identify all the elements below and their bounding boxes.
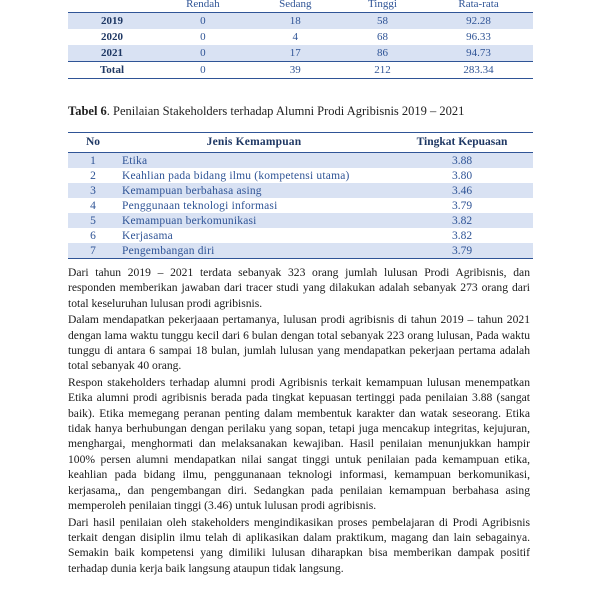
table-5	[68, 0, 533, 79]
cell: 4	[292, 31, 299, 43]
cell-nilai: 3.80	[451, 169, 473, 182]
table-row	[68, 228, 533, 243]
table-row	[68, 213, 533, 228]
row-year: 2019	[68, 13, 156, 30]
cell-no: 3	[68, 183, 118, 198]
table-header-row	[68, 133, 533, 153]
row-year: Total	[68, 62, 156, 79]
cell-kemampuan: Kemampuan berkomunikasi	[118, 213, 391, 228]
cell-no: 6	[90, 229, 96, 242]
caption-text: . Penilaian Stakeholders terhadap Alumni Prodi Agribisnis 2019 – 2021	[106, 104, 465, 118]
cell-kemampuan: Pengembangan diri	[118, 243, 391, 259]
cell-nilai: 3.79	[391, 243, 533, 259]
row-year: 2021	[68, 45, 156, 62]
cell-no: 7	[68, 243, 118, 259]
table-header-row	[68, 0, 533, 13]
cell: 94.73	[424, 45, 533, 62]
cell: 39	[250, 62, 341, 79]
col-header-kemampuan: Jenis Kemampuan	[118, 133, 391, 153]
cell-kemampuan: Etika	[118, 153, 391, 169]
cell: 92.28	[424, 13, 533, 30]
cell-no: 4	[90, 199, 96, 212]
caption-label: Tabel 6	[68, 104, 107, 118]
cell-kemampuan: Kemampuan berbahasa asing	[118, 183, 391, 198]
cell-kemampuan: Penggunaan teknologi informasi	[122, 199, 278, 212]
body-text	[68, 265, 530, 577]
table-row	[68, 45, 533, 62]
table-row	[68, 29, 533, 45]
table-6	[68, 132, 533, 259]
cell-nilai: 3.82	[451, 229, 473, 242]
cell-no: 5	[68, 213, 118, 228]
table-row	[68, 168, 533, 183]
cell: 18	[250, 13, 341, 30]
cell: 58	[341, 13, 424, 30]
cell-nilai: 3.82	[391, 213, 533, 228]
cell-no: 1	[68, 153, 118, 169]
table-row	[68, 183, 533, 198]
table-row	[68, 153, 533, 169]
cell-no: 2	[90, 169, 96, 182]
cell: 0	[200, 31, 206, 43]
col-header-no: No	[68, 133, 118, 153]
cell-kemampuan: Kerjasama	[122, 229, 173, 242]
cell-kemampuan: Keahlian pada bidang ilmu (kompetensi utama)	[122, 169, 350, 182]
paragraph: Respon stakeholders terhadap alumni prodi Agribisnis terkait kemampuan lulusan menempatkan Etika alumni prodi agribisnis berada pada tingkat kepuasan tertinggi pada penilaian 3.88 (sangat baik). Etika memegang peranan penting dalam membentuk karakter dan watak seseorang. Etika tidak hanya berhubungan dengan perilaku yang sopan, tetapi juga mencakup integritas, kejujuran, menghargai, menghormati dan melaksanakan kewajiban. Hasil penilaian menunjukkan hampir 100% persen alumni mendapatkan nilai sangat tinggi untuk penilaian pada kemampuan etika, keahlian pada bidang ilmu, penggunanaan teknologi informasi, kemampuan berkomunikasi, kerjasama,, dan pengembangan diri. Sedangkan pada penilaian kemampuan berbahasa asing memperoleh penilaian tinggi (3.46) untuk lulusan prodi agribisnis.	[68, 375, 530, 513]
cell-nilai: 3.79	[451, 199, 473, 212]
cell: 212	[341, 62, 424, 79]
cell: 0	[156, 13, 250, 30]
cell-nilai: 3.88	[391, 153, 533, 169]
col-header: Sedang	[250, 0, 341, 13]
table-row	[68, 198, 533, 213]
cell-nilai: 3.46	[391, 183, 533, 198]
col-header: Rendah	[156, 0, 250, 13]
cell: 86	[341, 45, 424, 62]
col-header: Tinggi	[341, 0, 424, 13]
cell: 0	[156, 62, 250, 79]
cell: 283.34	[424, 62, 533, 79]
cell: 0	[156, 45, 250, 62]
cell: 17	[250, 45, 341, 62]
col-header-tingkat: Tingkat Kepuasan	[391, 133, 533, 153]
table-6-caption	[68, 104, 464, 119]
table-row	[68, 13, 533, 30]
paragraph: Dari hasil penilaian oleh stakeholders mengindikasikan proses pembelajaran di Prodi Agribisnis terkait dengan disiplin ilmu telah di aplikasikan dalam praktikum, magang dan lain sebagainya. Semakin baik kompetensi yang dimiliki lulusan diharapkan bisa memberikan dampak positif terhadap dunia kerja baik langsung ataupun tidak langsung.	[68, 515, 530, 575]
row-year: 2020	[101, 31, 123, 43]
col-header: Rata-rata	[424, 0, 533, 13]
paragraph: Dari tahun 2019 – 2021 terdata sebanyak 323 orang jumlah lulusan Prodi Agribisnis, dan responden memberikan jawaban dari tracer studi yang dilakukan adalah sebanyak 273 orang dari total keseluruhan lulusan prodi agribisnis.	[68, 266, 530, 310]
cell: 68	[376, 31, 388, 43]
table-row	[68, 243, 533, 259]
paragraph: Dalam mendapatkan pekerjaaan pertamanya, lulusan prodi agribisnis di tahun 2019 – tahun 2021 dengan lama waktu tunggu kecil dari 6 bulan dengan total sebanyak 223 orang lulusan, Pada waktu tunggu di antara 6 sampai 18 bulan, jumlah lulusan yang mendapatkan pekerjaan pertama adalah total sebanyak 40 orang.	[68, 313, 530, 373]
table-total-row	[68, 62, 533, 79]
cell: 96.33	[466, 31, 491, 43]
